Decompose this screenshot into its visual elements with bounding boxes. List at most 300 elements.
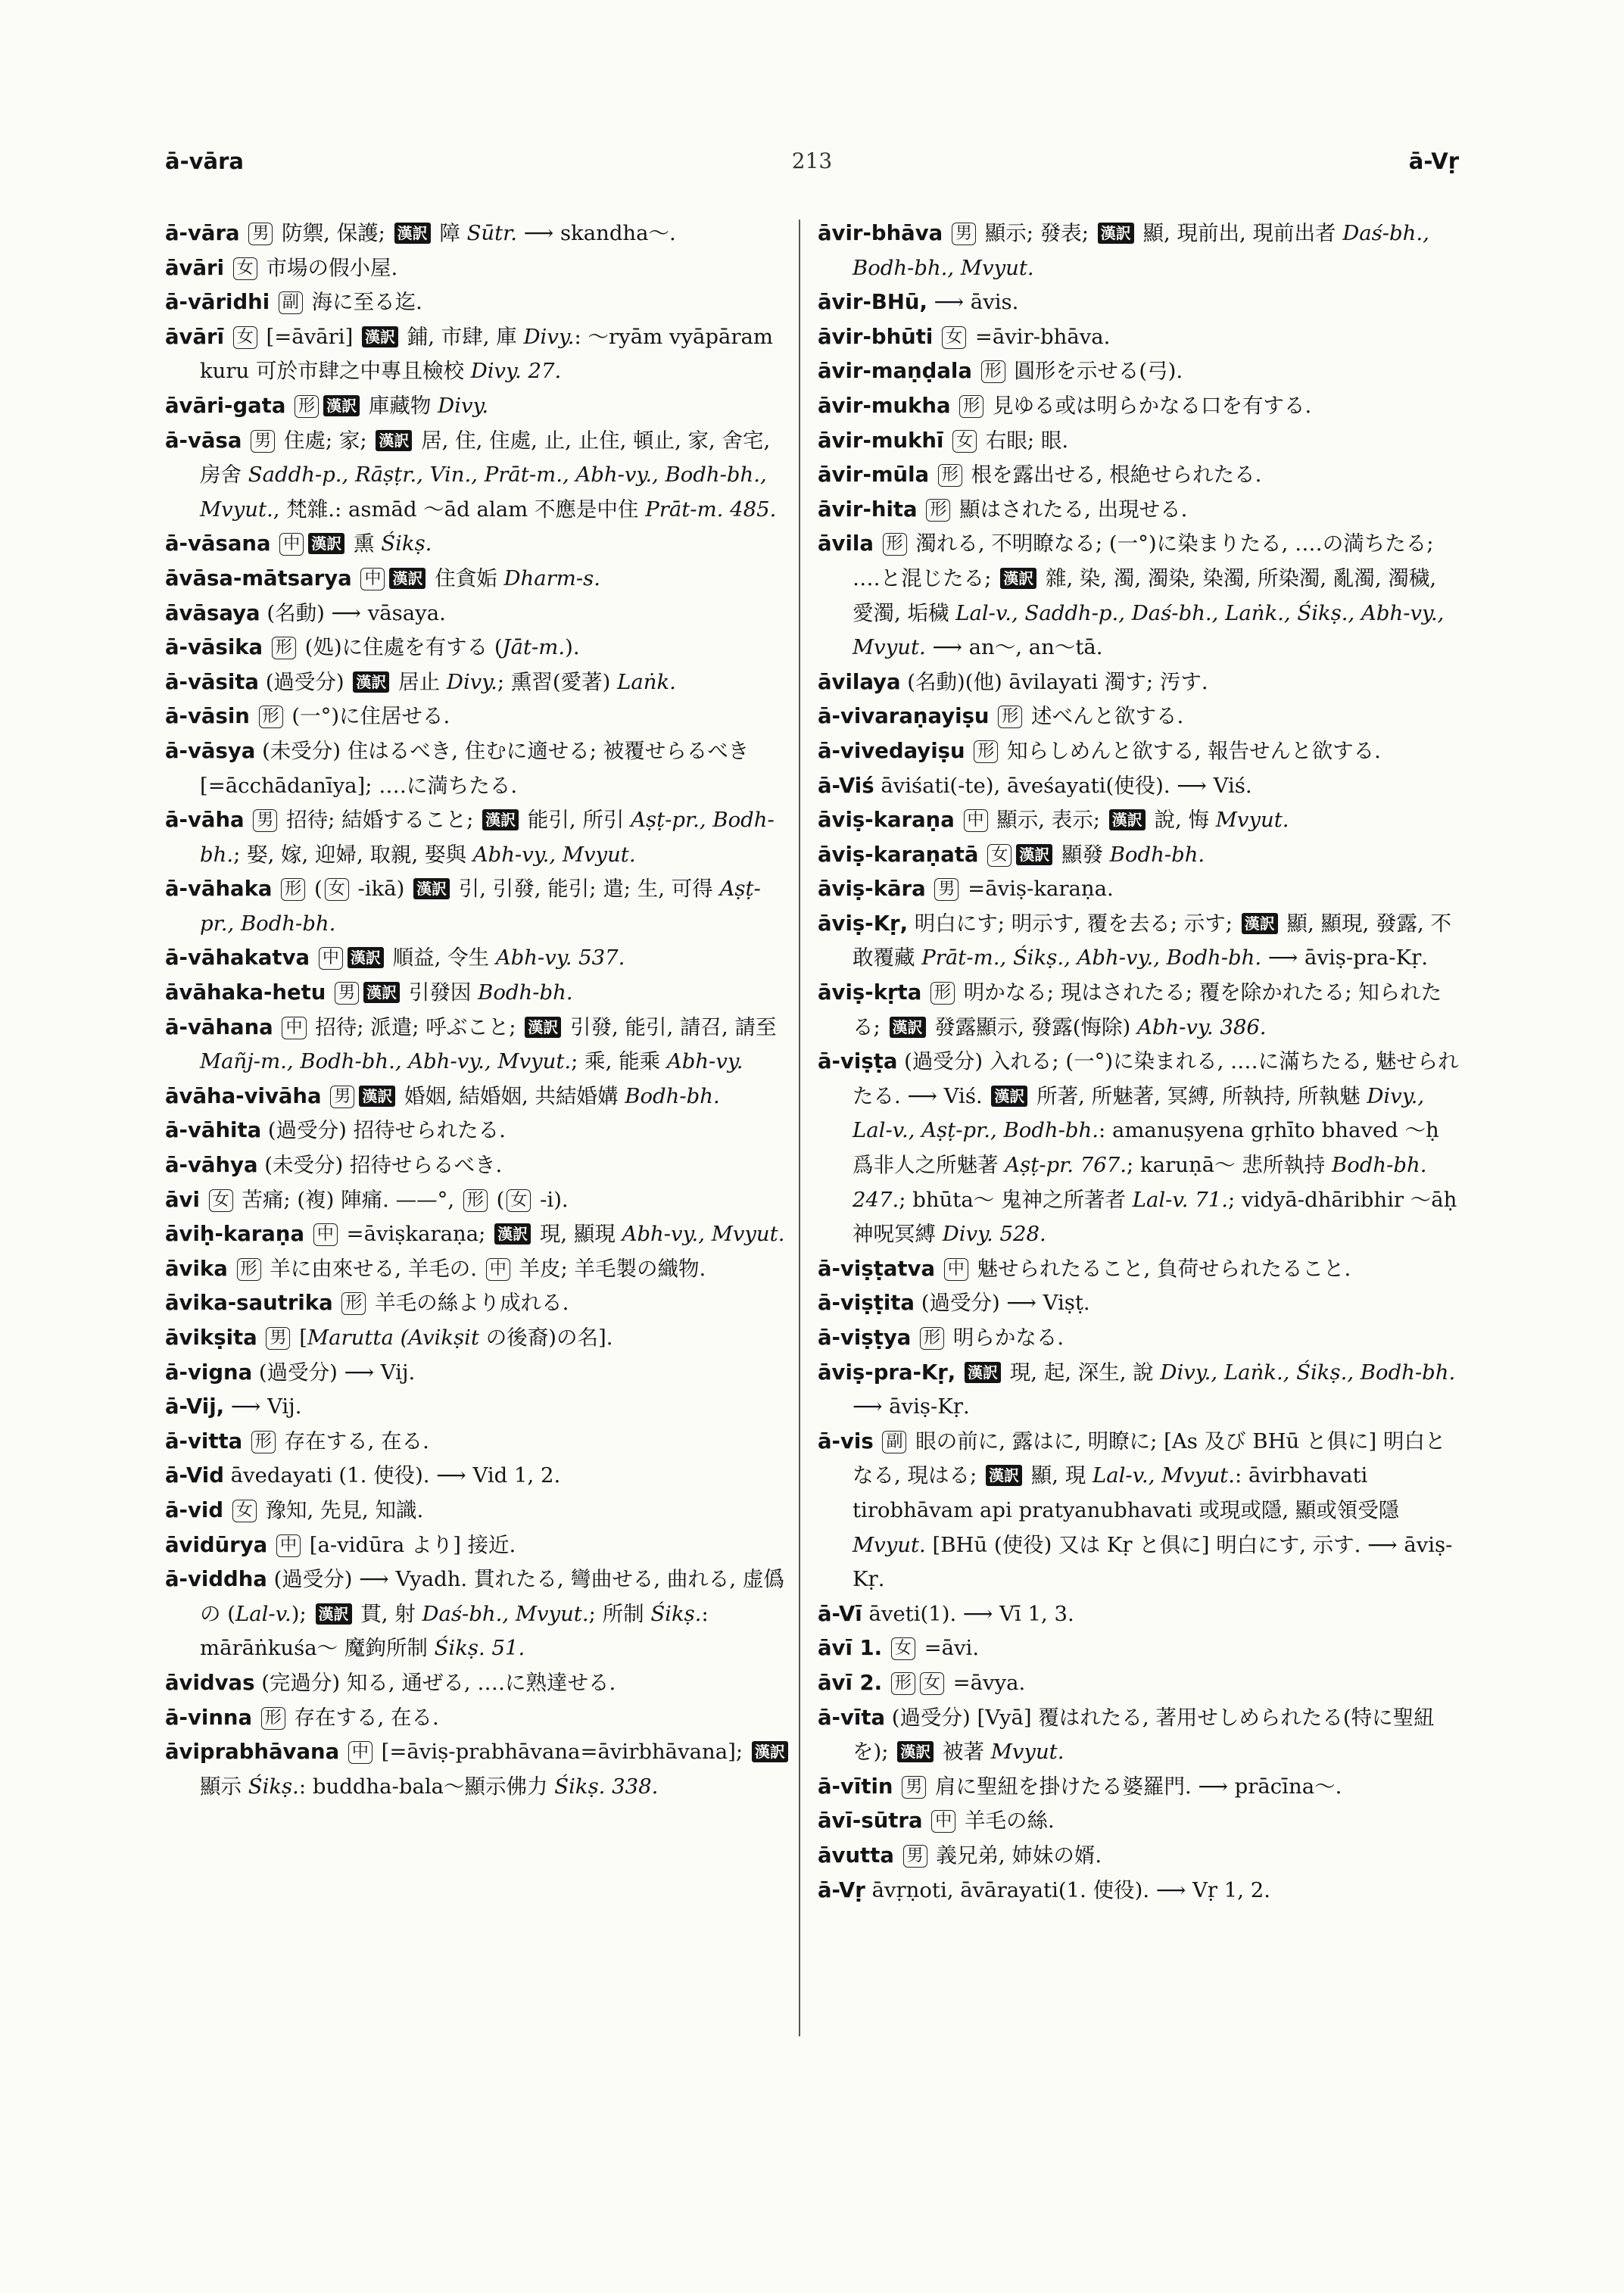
headword: āvāha-vivāha <box>165 1083 322 1108</box>
dictionary-entry <box>818 527 1459 665</box>
definition-text: 右眼; 眼. <box>979 428 1069 453</box>
definition-text: (完過分) 知る, 通ぜる, ‥‥に熟達せる. <box>261 1670 616 1695</box>
dictionary-entry <box>165 803 793 872</box>
source-citation: Lal-v. <box>235 1601 291 1626</box>
headword: ā-vāsana <box>165 531 271 556</box>
definition-text: 防禦, 保護; <box>275 221 392 245</box>
source-citation: Lal-v., Saddh-p., Daś-bh., Laṅk., Śikṣ., Abh-vy., Mvyut. <box>853 600 1445 660</box>
source-citation: Śikṣ. 338. <box>554 1774 659 1799</box>
definition-text: ⟶ Vij. <box>230 1394 302 1419</box>
definition-text: 眼の前に, 露はに, 明瞭に; [As 及び BHū と俱に] 明白となる, 現はる; <box>853 1428 1446 1488</box>
headword: ā-Viś <box>818 773 874 798</box>
grammar-label: 男 <box>902 1776 926 1799</box>
grammar-label: 副 <box>279 291 303 314</box>
dictionary-entry <box>165 1356 793 1391</box>
source-citation: Abh-vy., Mvyut. <box>472 842 636 867</box>
definition-text: (名動) ⟶ vāsaya. <box>267 600 446 625</box>
definition-text: (未受分) 招待せらるべき. <box>264 1153 503 1178</box>
definition-text: =āvi. <box>917 1636 980 1661</box>
dictionary-entry <box>165 1217 793 1252</box>
definition-text: [=āviṣ-prabhāvana=āvirbhāvana]; <box>374 1740 750 1765</box>
headword: ā-vivaraṇayiṣu <box>818 704 990 729</box>
grammar-label: 形 <box>272 637 296 659</box>
source-citation: Divy. <box>446 669 497 694</box>
headword: āvir-mūla <box>818 463 930 488</box>
kanyaku-label: 漢訳 <box>348 947 384 968</box>
page-number: 213 <box>791 148 833 173</box>
source-citation: Bodh-bh. <box>1109 842 1205 867</box>
kanyaku-label: 漢訳 <box>752 1741 788 1762</box>
definition-text: 引發, 能引, 請召, 請至 <box>563 1014 777 1039</box>
definition-text: (処)に住處を有する ( <box>298 635 503 660</box>
dictionary-entry <box>165 699 793 734</box>
headword: ā-vivedayiṣu <box>818 738 965 763</box>
definition-text: (未受分) 住はるべき, 住むに適せる; 被覆せらるべき [=ācchādanīya]; ‥‥に満ちたる. <box>200 738 750 798</box>
definition-text: =āvir-bhāva. <box>968 324 1111 349</box>
grammar-label: 女 <box>987 844 1011 867</box>
definition-text: 明かなる; 現はされたる; 覆を除かれたる; 知られたる; <box>853 980 1442 1039</box>
definition-text: 顯示, 表示; <box>990 808 1107 833</box>
headword: āvāsaya <box>165 600 260 625</box>
definition-text: ⟶ āviṣ-Kṛ. <box>853 1394 970 1419</box>
grammar-label: 形 <box>930 982 955 1005</box>
dictionary-entry <box>165 1080 793 1114</box>
grammar-label: 形 <box>341 1292 366 1315</box>
dictionary-entry <box>165 389 793 424</box>
headword: ā-viṣṭita <box>818 1291 915 1316</box>
dictionary-entry <box>818 1252 1459 1287</box>
headword: ā-vāhakatva <box>165 946 310 970</box>
column-divider <box>799 220 800 2036</box>
headword: āvila <box>818 531 874 556</box>
headword: ā-vāsika <box>165 635 263 660</box>
source-citation: Bodh-bh. <box>625 1083 720 1108</box>
definition-text: 市場の假小屋. <box>259 255 398 280</box>
grammar-label: 形 <box>938 464 962 487</box>
definition-text: =āviṣ-karaṇa. <box>961 877 1114 902</box>
dictionary-entry <box>165 1252 793 1287</box>
definition-text: ; karuṇā〜 悲所執持 <box>1127 1153 1333 1178</box>
dictionary-entry <box>818 1321 1459 1356</box>
headword: āviṣ-pra-Kṛ, <box>818 1360 956 1385</box>
dictionary-entry <box>818 699 1459 734</box>
definition-text: (名動)(他) āvilayati 濁す; 汚す. <box>907 669 1208 694</box>
kanyaku-label: 漢訳 <box>897 1741 934 1762</box>
source-citation: Prāt-m. 485. <box>645 497 777 522</box>
headword: āvidvas <box>165 1670 255 1695</box>
dictionary-entry <box>165 597 793 631</box>
kanyaku-label: 漢訳 <box>359 1086 395 1107</box>
definition-text: 貫, 射 <box>354 1601 422 1626</box>
grammar-label: 男 <box>335 982 359 1005</box>
left-column <box>165 217 793 1804</box>
kanyaku-label: 漢訳 <box>308 533 344 554</box>
headword: ā-Vij, <box>165 1394 225 1419</box>
grammar-label: 中 <box>279 533 304 556</box>
grammar-label: 形 <box>281 878 305 901</box>
grammar-label: 中 <box>313 1223 338 1246</box>
source-citation: Lal-v., Mvyut. <box>1092 1463 1235 1488</box>
definition-text: 顯, 現 <box>1024 1463 1093 1488</box>
source-citation: Prāt-m., Śikṣ., Abh-vy., Bodh-bh. <box>921 946 1262 970</box>
definition-text: 顯發 <box>1055 842 1110 867</box>
headword: ā-vāha <box>165 808 245 833</box>
definition-text: 顯はされたる, 出現せる. <box>952 497 1188 522</box>
headword: ā-viṣṭatva <box>818 1256 936 1281</box>
grammar-label: 男 <box>251 430 275 453</box>
dictionary-entry <box>818 458 1459 493</box>
dictionary-entry <box>165 285 793 320</box>
dictionary-entry <box>165 976 793 1011</box>
source-citation: Divy. <box>523 324 575 349</box>
headword: āvāsa-mātsarya <box>165 565 352 590</box>
definition-text: [BHū (使役) 又は Kṛ と俱に] 明白にす, 示す. ⟶ āviṣ-Kṛ. <box>853 1532 1453 1592</box>
grammar-label: 形 <box>295 395 319 418</box>
dictionary-entry <box>818 424 1459 459</box>
dictionary-entry <box>818 1666 1459 1701</box>
dictionary-entry <box>818 1286 1459 1321</box>
dictionary-entry <box>165 1011 793 1080</box>
grammar-label: 中 <box>282 1017 306 1039</box>
headword: āvāri <box>165 255 225 280</box>
definition-text: 順益, 令生 <box>385 946 496 970</box>
source-citation: Abh-vy. <box>666 1049 743 1074</box>
grammar-label: 形 <box>883 533 907 556</box>
dictionary-entry <box>818 217 1459 285</box>
grammar-label: 中 <box>931 1810 955 1833</box>
definition-text: ; vidyā-dhāribhir 〜āḥ 神呪冥縛 <box>853 1187 1457 1247</box>
headword: ā-vāhana <box>165 1014 273 1039</box>
dictionary-entry <box>165 527 793 562</box>
dictionary-entry <box>818 1356 1459 1425</box>
definition-text: 明白にす; 明示す, 覆を去る; 示す; <box>914 911 1239 936</box>
definition-text: 現, 起, 深生, 說 <box>1002 1360 1161 1385</box>
dictionary-entry <box>165 631 793 665</box>
definition-text: 羊皮; 羊毛製の織物. <box>512 1256 706 1281</box>
headword: āvir-mukhī <box>818 428 944 453</box>
definition-text: 顯示; 發表; <box>977 221 1096 245</box>
definition-text: =āviṣkaraṇa; <box>339 1222 493 1247</box>
grammar-label: 中 <box>319 947 343 970</box>
definition-text: (過受分) ⟶ Vij. <box>258 1360 416 1385</box>
grammar-label: 形 <box>959 395 983 418</box>
grammar-label: 女 <box>952 430 977 453</box>
headword: ā-vāhaka <box>165 877 273 902</box>
kanyaku-label: 漢訳 <box>389 568 425 589</box>
grammar-label: 形 <box>920 1327 944 1350</box>
definition-text: ⟶ āviṣ-pra-Kṛ. <box>1261 946 1429 970</box>
dictionary-entry <box>818 734 1459 769</box>
grammar-label: 男 <box>934 878 959 901</box>
definition-text: 根を露出せる, 根絶せられたる. <box>964 463 1262 488</box>
definition-text: ; 熏習(愛著) <box>497 669 618 694</box>
kanyaku-label: 漢訳 <box>323 395 360 416</box>
headword: ā-vinna <box>165 1705 253 1730</box>
definition-text: 雜, 染, 濁, 濁染, 染濁, 所染濁, 亂濁, 濁穢, 愛濁, 垢穢 <box>853 565 1437 625</box>
dictionary-entry <box>818 907 1459 976</box>
kanyaku-label: 漢訳 <box>890 1017 926 1038</box>
source-citation: Divy. 528. <box>942 1222 1046 1247</box>
definition-text: : mārāṅkuśa〜 魔鉤所制 <box>200 1601 709 1661</box>
grammar-label: 中 <box>360 568 385 590</box>
dictionary-entry <box>818 1804 1459 1839</box>
definition-text: 所著, 所魅著, 冥縛, 所執持, 所執魅 <box>1030 1083 1367 1108</box>
source-citation: Mvyut. <box>990 1740 1064 1765</box>
source-citation: Śikṣ. 51. <box>434 1636 525 1661</box>
definition-text: 圓形を示せる(弓). <box>1007 359 1183 384</box>
definition-text: 發露顯示, 發露(悔除) <box>927 1014 1137 1039</box>
source-citation: Mañj-m., Bodh-bh., Abh-vy., Mvyut. <box>200 1049 572 1074</box>
grammar-label: 中 <box>348 1741 372 1764</box>
headword: āvilaya <box>818 669 901 694</box>
definition-text: 羊に由來せる, 羊毛の. <box>263 1256 484 1281</box>
definition-text: : āvirbhavati tirobhāvam api pratyanubhavati 或現或隱, 顯或領受隱 <box>853 1463 1400 1522</box>
definition-text: -i). <box>533 1187 569 1212</box>
definition-text: : amanuṣyena gṛhīto bhaved 〜ḥ 爲非人之所魅著 <box>853 1118 1439 1178</box>
source-citation: Sūtr. <box>466 221 518 245</box>
definition-text: 顯示 <box>200 1774 248 1799</box>
headword: ā-vāsin <box>165 704 250 729</box>
definition-text: āvṛṇoti, āvārayati(1. 使役). ⟶ Vṛ 1, 2. <box>871 1877 1270 1902</box>
headword: ā-vigna <box>165 1360 253 1385</box>
headword: āvir-BHū, <box>818 290 927 315</box>
dictionary-entry <box>165 1459 793 1494</box>
source-citation: Laṅk. <box>617 669 676 694</box>
headword: ā-vāsya <box>165 738 256 763</box>
grammar-label: 男 <box>266 1327 290 1350</box>
dictionary-entry <box>165 1528 793 1563</box>
source-citation: Mvyut. <box>1215 808 1289 833</box>
definition-text: 障 <box>432 221 467 245</box>
grammar-label: 中 <box>964 809 988 832</box>
grammar-label: 女 <box>891 1637 915 1660</box>
source-citation: Divy. <box>438 393 489 418</box>
definition-text: ; bhūta〜 鬼神之所著者 <box>899 1187 1133 1212</box>
definition-text: : buddha-bala〜顯示佛力 <box>298 1774 555 1799</box>
headword: ā-viṣṭya <box>818 1326 912 1350</box>
dictionary-entry <box>818 1597 1459 1632</box>
definition-text: 羊毛の絲より成れる. <box>368 1291 569 1316</box>
headword: āvī 1. <box>818 1636 883 1661</box>
dictionary-entry <box>818 354 1459 389</box>
headword: āviṣ-kāra <box>818 877 926 902</box>
definition-text: ( <box>489 1187 505 1212</box>
definition-text: , 梵雜.: asmād 〜ād alam 不應是中住 <box>273 497 646 522</box>
kanyaku-label: 漢訳 <box>363 982 400 1003</box>
definition-text: 招待; 結婚すること; <box>279 808 481 833</box>
grammar-label: 形 <box>998 706 1022 728</box>
grammar-label: 男 <box>903 1845 927 1868</box>
source-citation: Aṣṭ-pr., Bodh-bh. <box>200 877 761 936</box>
definition-text: 存在する, 在る. <box>287 1705 439 1730</box>
definition-text: (過受分) 入れる; (一°)に染まれる, ‥‥に滿ちたる, 魅せられたる. ⟶ Viś. <box>853 1049 1459 1108</box>
definition-text: 居止 <box>391 669 447 694</box>
kanyaku-label: 漢訳 <box>316 1603 352 1625</box>
dictionary-entry <box>165 1286 793 1321</box>
dictionary-entry <box>165 1321 793 1356</box>
grammar-label: 男 <box>330 1086 354 1108</box>
grammar-label: 中 <box>944 1258 968 1281</box>
dictionary-entry <box>165 562 793 597</box>
dictionary-entry <box>818 1839 1459 1874</box>
headword: ā-vāridhi <box>165 290 270 315</box>
header-left-guide-word: ā-vāra <box>165 148 244 174</box>
kanyaku-label: 漢訳 <box>1109 809 1146 830</box>
dictionary-entry <box>165 665 793 700</box>
headword: ā-vitta <box>165 1428 243 1453</box>
dictionary-entry <box>818 1045 1459 1252</box>
kanyaku-label: 漢訳 <box>525 1017 561 1038</box>
source-citation: Lal-v. 71. <box>1132 1187 1228 1212</box>
headword: āvī-sūtra <box>818 1809 923 1833</box>
headword: āvikṣita <box>165 1326 257 1350</box>
grammar-label: 形 <box>261 1707 285 1730</box>
headword: āvir-maṇḍala <box>818 359 972 384</box>
grammar-label: 女 <box>920 1672 944 1695</box>
headword: āvika-sautrika <box>165 1291 333 1316</box>
headword: āviṣ-Kṛ, <box>818 911 909 936</box>
definition-text: 肩に聖紐を掛けたる婆羅門. ⟶ prācīna〜. <box>928 1774 1342 1799</box>
definition-text: 能引, 所引 <box>521 808 631 833</box>
headword: ā-vāhya <box>165 1153 258 1178</box>
headword: ā-vāhita <box>165 1118 262 1143</box>
header-right-guide-word: ā-Vṛ <box>1408 148 1459 174</box>
headword: āvāhaka-hetu <box>165 980 326 1005</box>
dictionary-entry <box>165 1735 793 1804</box>
headword: āviprabhāvana <box>165 1740 340 1765</box>
headword: ā-viddha <box>165 1567 267 1592</box>
definition-text: (過受分) 招待せられたる. <box>267 1118 506 1143</box>
page-header <box>165 148 1459 194</box>
definition-text: 庫藏物 <box>362 393 438 418</box>
definition-text: [ <box>292 1326 307 1350</box>
definition-text: 魅せられたること, 負荷せられたること. <box>970 1256 1351 1281</box>
headword: ā-vis <box>818 1428 874 1453</box>
dictionary-entry <box>818 1701 1459 1770</box>
headword: ā-vāra <box>165 221 240 245</box>
definition-text: 住處; 家; <box>277 428 374 453</box>
dictionary-entry <box>165 1562 793 1666</box>
dictionary-entry <box>818 769 1459 804</box>
grammar-label: 形 <box>891 1672 915 1695</box>
definition-text: =āvya. <box>946 1670 1026 1695</box>
definition-text: 知らしめんと欲する, 報告せんと欲する. <box>1000 738 1381 763</box>
grammar-label: 形 <box>463 1189 488 1212</box>
definition-text: 住貪姤 <box>428 565 504 590</box>
headword: āvir-hita <box>818 497 918 522</box>
source-citation: Śikṣ. <box>650 1601 702 1626</box>
kanyaku-label: 漢訳 <box>1242 913 1278 934</box>
dictionary-entry <box>165 872 793 941</box>
definition-text: (過受分) ⟶ Viṣṭ. <box>921 1291 1090 1316</box>
source-citation: Marutta (Avikṣit <box>307 1326 480 1350</box>
definition-text: 引, 引發, 能引; 遣; 生, 可得 <box>452 877 720 902</box>
grammar-label: 形 <box>259 706 283 728</box>
source-citation: Divy., Laṅk., Śikṣ., Bodh-bh. <box>1160 1360 1456 1385</box>
definition-text: 羊毛の絲. <box>958 1809 1055 1833</box>
source-citation: Dharm-s. <box>503 565 600 590</box>
definition-text: ). <box>565 635 580 660</box>
headword: āviḥ-karaṇa <box>165 1222 305 1247</box>
headword: ā-vāsita <box>165 669 259 694</box>
definition-text: ⟶ āvis. <box>934 290 1019 315</box>
definition-text: (過受分) <box>265 669 351 694</box>
grammar-label: 女 <box>507 1189 531 1212</box>
grammar-label: 女 <box>233 326 257 349</box>
headword: ā-vīta <box>818 1705 886 1730</box>
definition-text: ( <box>307 877 323 902</box>
dictionary-entry <box>165 1494 793 1528</box>
definition-text: 義兄弟, 姉妹の婿. <box>929 1843 1102 1868</box>
definition-text: 鋪, 市肆, 庫 <box>401 324 524 349</box>
source-citation: Śikṣ. <box>381 531 432 556</box>
definition-text: 濁れる, 不明瞭なる; (一°)に染まりたる, ‥‥の満ちたる; ‥‥と混じたる; <box>853 531 1434 590</box>
definition-text: āviśati(-te), āveśayati(使役). ⟶ Viś. <box>881 773 1252 798</box>
grammar-label: 副 <box>882 1431 906 1453</box>
dictionary-entry <box>818 838 1459 873</box>
dictionary-entry <box>165 424 793 528</box>
grammar-label: 形 <box>974 740 998 763</box>
headword: ā-vāsa <box>165 428 242 453</box>
headword: āvi <box>165 1187 200 1212</box>
dictionary-entry <box>165 251 793 286</box>
grammar-label: 形 <box>926 499 950 522</box>
kanyaku-label: 漢訳 <box>482 809 519 830</box>
dictionary-entry <box>165 941 793 976</box>
source-citation: Daś-bh., Bodh-bh., Mvyut. <box>853 221 1429 280</box>
headword: ā-vid <box>165 1497 224 1522</box>
dictionary-entry <box>818 389 1459 424</box>
definition-text: 豫知, 先見, 知識. <box>258 1497 424 1522</box>
grammar-label: 中 <box>486 1258 510 1281</box>
kanyaku-label: 漢訳 <box>965 1362 1001 1383</box>
definition-text: : 〜ryām vyāpāram kuru 可於市肆之中專且檢校 <box>200 324 774 384</box>
headword: āvutta <box>818 1843 894 1868</box>
dictionary-entry <box>818 872 1459 907</box>
source-citation: Abh-vy. 386. <box>1136 1014 1267 1039</box>
dictionary-entry <box>165 1425 793 1460</box>
grammar-label: 形 <box>981 360 1005 383</box>
headword: āviṣ-karaṇatā <box>818 842 979 867</box>
grammar-label: 女 <box>233 257 257 280</box>
definition-text: āveti(1). ⟶ Vī 1, 3. <box>868 1601 1074 1626</box>
definition-text: ); <box>291 1601 313 1626</box>
kanyaku-label: 漢訳 <box>1000 568 1036 589</box>
definition-text: (一°)に住居せる. <box>285 704 450 729</box>
headword: āvidūrya <box>165 1532 268 1557</box>
definition-text: 述べんと欲する. <box>1024 704 1184 729</box>
kanyaku-label: 漢訳 <box>986 1465 1022 1486</box>
headword: āvāri-gata <box>165 393 286 418</box>
headword: āvir-mukha <box>818 393 951 418</box>
kanyaku-label: 漢訳 <box>991 1086 1027 1107</box>
definition-text: 被著 <box>936 1740 991 1765</box>
definition-text: 婚姻, 結婚姻, 共結婚媾 <box>397 1083 625 1108</box>
definition-text: 見ゆる或は明らかなる口を有する. <box>986 393 1312 418</box>
definition-text: 現, 顯現 <box>533 1222 622 1247</box>
headword: āviṣ-kṛta <box>818 980 922 1005</box>
dictionary-entry <box>818 285 1459 320</box>
dictionary-entry <box>165 1114 793 1148</box>
definition-text: 招待; 派遣; 呼ぶこと; <box>308 1014 523 1039</box>
source-citation: Divy. 27. <box>470 359 562 384</box>
headword: ā-viṣṭa <box>818 1049 898 1074</box>
definition-text: 苦痛; (複) 陣痛. ——°, <box>235 1187 461 1212</box>
definition-text: (過受分) ⟶ Vyadh. 貫れたる, 彎曲せる, 曲れる, 虚僞の ( <box>200 1567 784 1626</box>
definition-text: 熏 <box>347 531 382 556</box>
definition-text: 顯, 現前出, 現前出者 <box>1136 221 1343 245</box>
source-citation: Mvyut. <box>853 1532 926 1557</box>
